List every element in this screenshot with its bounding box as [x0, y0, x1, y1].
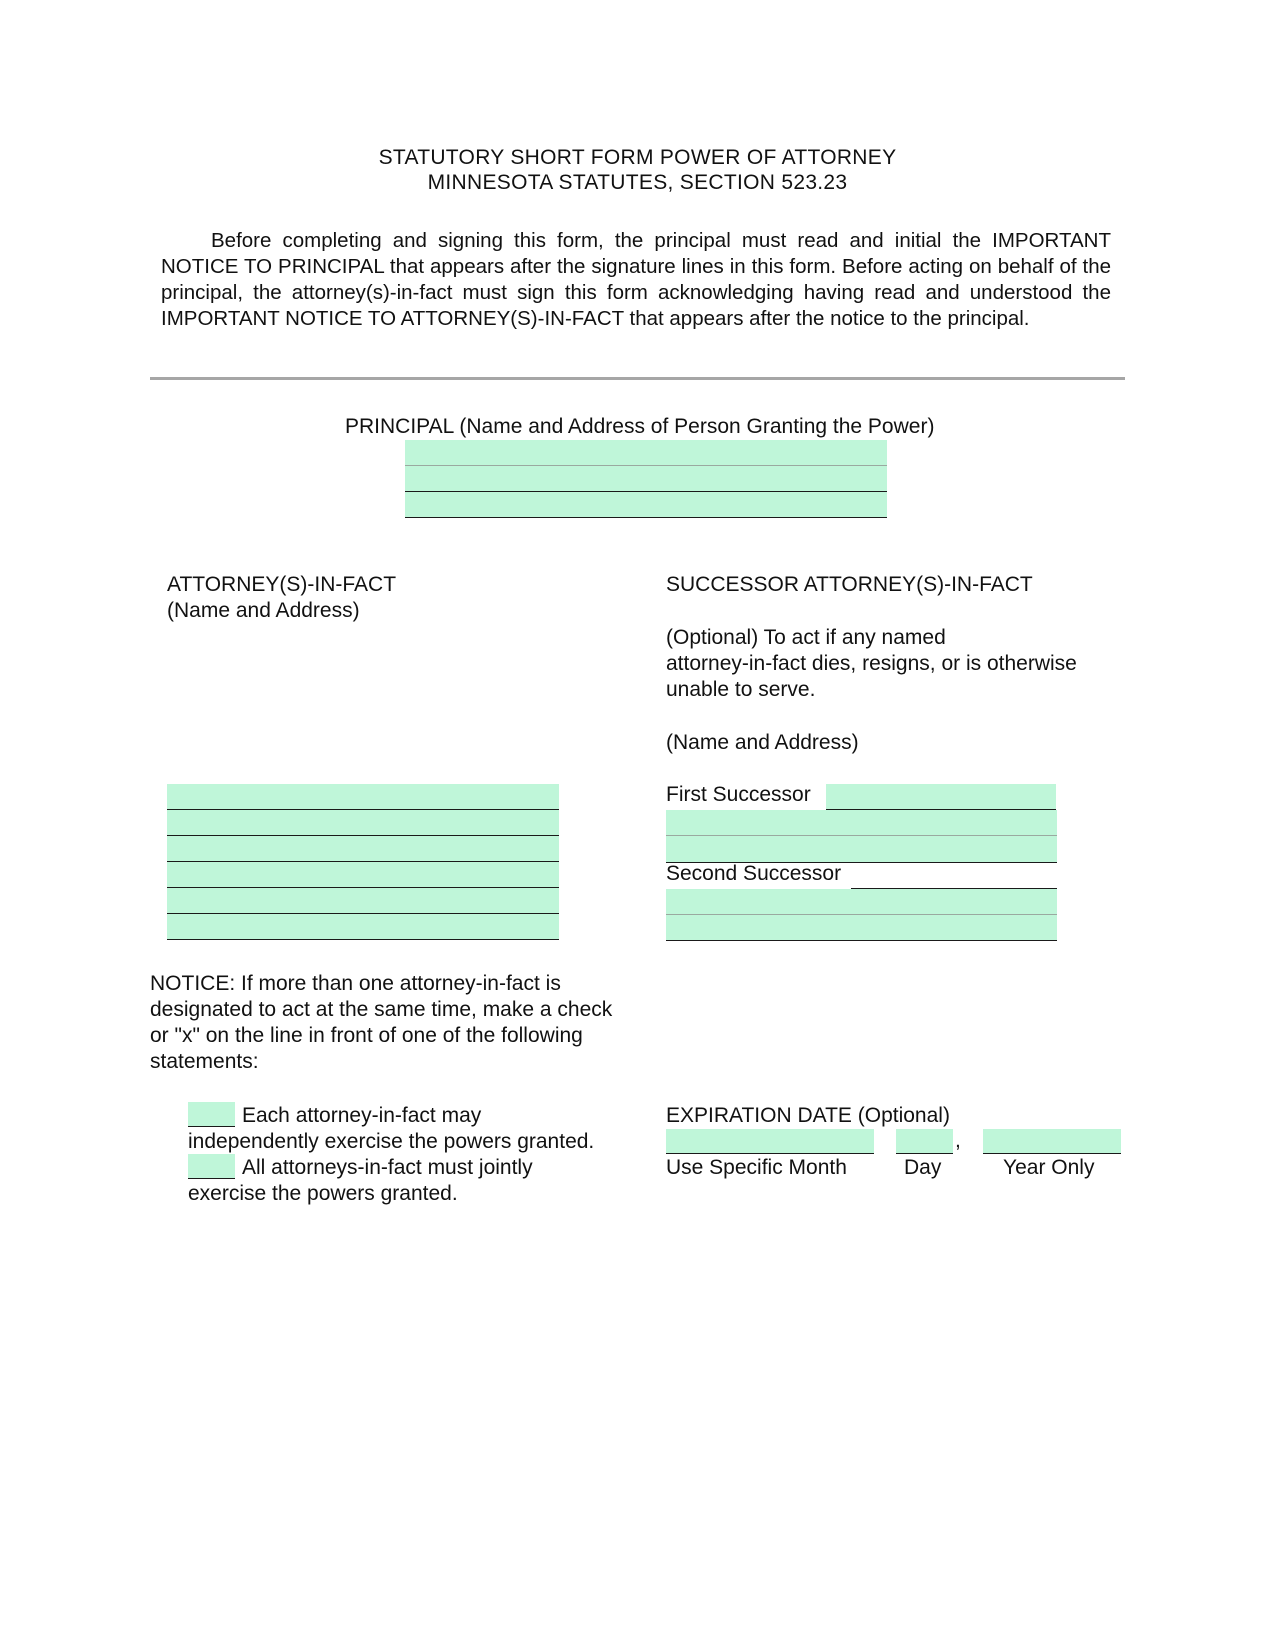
notice-line-3: or "x" on the line in front of one of the following: [150, 1024, 583, 1047]
day-caption: Day: [904, 1156, 942, 1179]
successor-description-3: unable to serve.: [666, 678, 816, 701]
expiration-day-field[interactable]: [896, 1129, 953, 1154]
attorney-field-4[interactable]: [167, 862, 559, 888]
attorney-field-5[interactable]: [167, 888, 559, 914]
second-successor-field-2[interactable]: [666, 889, 1057, 915]
successor-label: SUCCESSOR ATTORNEY(S)-IN-FACT: [666, 573, 1033, 596]
month-caption: Use Specific Month: [666, 1156, 847, 1179]
successor-name-address-label: (Name and Address): [666, 731, 859, 754]
principal-address-field-1[interactable]: [405, 466, 887, 492]
principal-name-field[interactable]: [405, 440, 887, 466]
successor-description-2: attorney-in-fact dies, resigns, or is otherwise: [666, 652, 1077, 675]
attorney-field-2[interactable]: [167, 810, 559, 836]
principal-address-field-2[interactable]: [405, 492, 887, 518]
first-successor-field-2[interactable]: [666, 810, 1057, 836]
notice-line-4: statements:: [150, 1050, 259, 1073]
section-divider: [150, 377, 1125, 380]
expiration-year-field[interactable]: [983, 1129, 1121, 1154]
first-successor-label: First Successor: [666, 783, 811, 806]
attorney-label: ATTORNEY(S)-IN-FACT: [167, 573, 397, 596]
attorney-field-6[interactable]: [167, 914, 559, 940]
year-caption: Year Only: [1003, 1156, 1095, 1179]
expiration-label: EXPIRATION DATE (Optional): [666, 1104, 950, 1127]
notice-line-2: designated to act at the same time, make a check: [150, 998, 613, 1021]
expiration-month-field[interactable]: [666, 1129, 874, 1154]
form-title: STATUTORY SHORT FORM POWER OF ATTORNEY: [378, 146, 897, 169]
first-successor-field-1[interactable]: [826, 784, 1056, 810]
form-subtitle: MINNESOTA STATUTES, SECTION 523.23: [427, 171, 848, 194]
independent-option-text-2: independently exercise the powers granted.: [188, 1130, 595, 1153]
expiration-comma: ,: [955, 1129, 961, 1152]
intro-paragraph: Before completing and signing this form, the principal must read and initial the IMPORTANT NOTICE TO PRINCIPAL that appears after the signature lines in this form. Before acting on behalf of the principal, the attorney(s)-in-fact must sign this form acknowledging having read and understood the IMPORTANT NOTICE TO ATTORNEY(S)-IN-FACT that appears after the notice to the principal.: [161, 229, 1111, 330]
joint-option-checkline[interactable]: [188, 1154, 235, 1179]
principal-label: PRINCIPAL (Name and Address of Person Granting the Power): [345, 415, 935, 438]
joint-option-text-2: exercise the powers granted.: [188, 1182, 458, 1205]
second-successor-field-3[interactable]: [666, 915, 1057, 941]
attorney-sublabel: (Name and Address): [167, 599, 360, 622]
second-successor-label: Second Successor: [666, 862, 842, 885]
joint-option-text-1: All attorneys-in-fact must jointly: [242, 1156, 533, 1179]
first-successor-field-3[interactable]: [666, 836, 1057, 863]
attorney-field-3[interactable]: [167, 836, 559, 862]
notice-line-1: NOTICE: If more than one attorney-in-fact is: [150, 972, 561, 995]
successor-description-1: (Optional) To act if any named: [666, 626, 946, 649]
independent-option-checkline[interactable]: [188, 1102, 235, 1127]
second-successor-field-1[interactable]: [851, 863, 1057, 889]
independent-option-text-1: Each attorney-in-fact may: [242, 1104, 482, 1127]
attorney-field-1[interactable]: [167, 784, 559, 810]
